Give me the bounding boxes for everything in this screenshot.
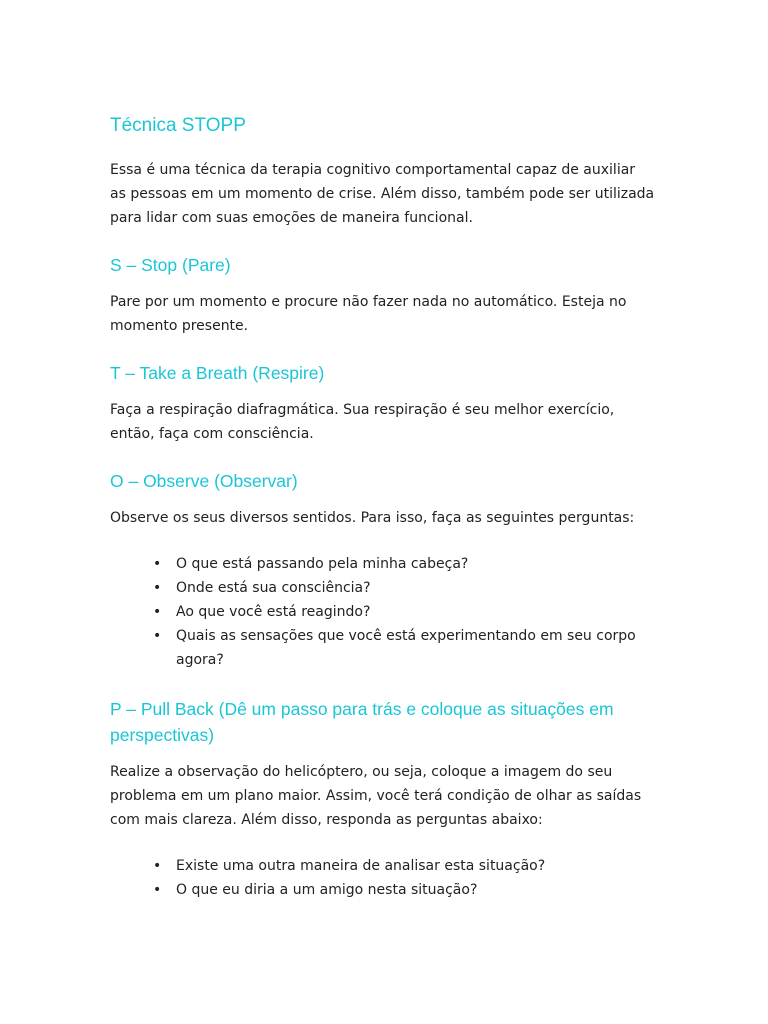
bullet-icon: • xyxy=(153,858,162,874)
bullet-icon: • xyxy=(153,604,162,620)
list-item-text: Quais as sensações que você está experimentando em seu corpo agora? xyxy=(176,628,636,668)
list-item xyxy=(110,552,655,576)
list-item-text: Onde está sua consciência? xyxy=(176,580,371,596)
section-heading-stop: S – Stop (Pare) xyxy=(110,255,231,275)
list-item xyxy=(110,600,655,624)
list-item-text: Ao que você está reagindo? xyxy=(176,604,371,620)
section-body-observe: Observe os seus diversos sentidos. Para isso, faça as seguintes perguntas: xyxy=(110,510,635,526)
section-body-take-a-breath: Faça a respiração diafragmática. Sua respiração é seu melhor exercício, então, faça com consciência. xyxy=(110,402,615,442)
section-heading-take-a-breath: T – Take a Breath (Respire) xyxy=(110,363,325,383)
bullet-icon: • xyxy=(153,882,162,898)
list-item xyxy=(110,624,655,672)
list-item-text: O que eu diria a um amigo nesta situação? xyxy=(176,882,478,898)
bullet-icon: • xyxy=(153,556,162,572)
observe-question-list xyxy=(110,552,655,672)
bullet-icon: • xyxy=(153,628,162,644)
intro-paragraph: Essa é uma técnica da terapia cognitivo comportamental capaz de auxiliar as pessoas em um momento de crise. Além disso, também pode ser utilizada para lidar com suas emoções de maneira funcional. xyxy=(110,162,655,226)
section-heading-pull-back: P – Pull Back (Dê um passo para trás e coloque as situações em perspectivas) xyxy=(110,699,614,745)
page-title: Técnica STOPP xyxy=(110,115,246,136)
list-item xyxy=(110,878,655,902)
section-body-pull-back: Realize a observação do helicóptero, ou seja, coloque a imagem do seu problema em um plano maior. Assim, você terá condição de olhar as saídas com mais clareza. Além disso, responda as perguntas abaixo: xyxy=(110,764,642,828)
document-page xyxy=(110,112,655,926)
list-item xyxy=(110,576,655,600)
list-item-text: O que está passando pela minha cabeça? xyxy=(176,556,469,572)
section-heading-observe: O – Observe (Observar) xyxy=(110,471,298,491)
pull-back-question-list xyxy=(110,854,655,902)
list-item-text: Existe uma outra maneira de analisar esta situação? xyxy=(176,858,546,874)
section-body-stop: Pare por um momento e procure não fazer nada no automático. Esteja no momento presente. xyxy=(110,294,627,334)
bullet-icon: • xyxy=(153,580,162,596)
list-item xyxy=(110,854,655,878)
